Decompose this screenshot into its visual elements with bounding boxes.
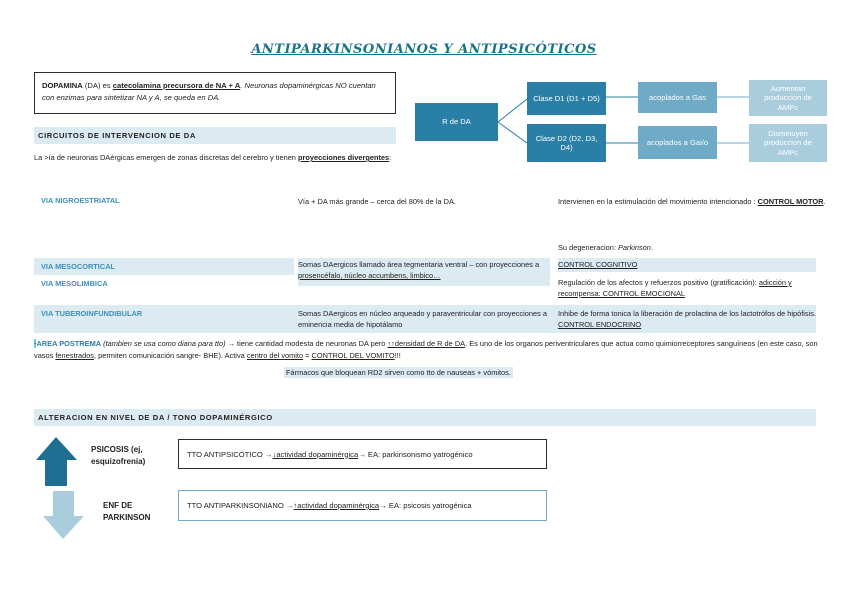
arrow-down-icon xyxy=(43,491,84,539)
circuits-lead-end: : xyxy=(389,153,392,162)
circuits-lead-underlined: proyecciones divergentes xyxy=(297,153,390,162)
circuits-lead-text: La >ía de neuronas DAérgicas emergen de zonas discretas del cerebro y tienen xyxy=(34,153,298,162)
nigro-effect-underlined: CONTROL MOTOR xyxy=(757,197,824,206)
row-label-tuberoinfundibular: VIA TUBEROINFUNDIBULAR xyxy=(41,309,143,318)
alteracion-header: ALTERACION EN NIVEL DE DA / TONO DOPAMINÉRGICO xyxy=(34,409,816,426)
dopamine-term: DOPAMINA xyxy=(42,81,83,90)
area-postrema-text-5: !!! xyxy=(394,351,401,360)
tto2-text: TTO ANTIPARKINSONIANO → xyxy=(187,501,294,510)
arrow-up-icon xyxy=(36,437,77,486)
antiemetic-note: Fármacos que bloquean RD2 sirven como tto de nauseas + vómitos. xyxy=(286,368,511,377)
degen-italic: Parkinson xyxy=(618,243,651,252)
intro-text: (DA) es xyxy=(82,81,113,90)
mesolimbica-effect xyxy=(558,277,830,299)
tto1-underlined: ↓actividad dopaminérgica xyxy=(272,449,359,459)
node-clase-d1: Clase D1 (D1 + D5) xyxy=(527,82,606,115)
area-postrema-control: CONTROL DEL VOMITO xyxy=(311,351,395,360)
area-postrema-paragraph xyxy=(34,338,818,362)
tto1-text: TTO ANTIPSICÓTICO → xyxy=(187,449,273,459)
area-postrema-text-4: = xyxy=(303,351,312,360)
nigroestriatal-degeneration xyxy=(558,242,653,253)
mesolimbic-effect-text: Regulación de los afectos y refuerzos positivo (gratificación): xyxy=(558,278,759,287)
node-gas: acoplados a Gas xyxy=(638,82,717,113)
node-r-de-da: R de DA xyxy=(415,103,498,141)
meso-desc-underlined: prosencéfalo, núcleo accumbens, limbico… xyxy=(298,271,441,280)
tto2-underlined: ↑actividad dopaminérgica xyxy=(293,501,380,510)
meso-description xyxy=(298,258,550,286)
area-postrema-text-2: . Es uno de los organos periventriculares que actua como quimiorreceptores sanguíneos (en este caso, son vasos xyxy=(34,339,818,360)
area-postrema-mark: - xyxy=(34,339,37,348)
tto2-effect: → EA: psicosis yatrogénica xyxy=(379,501,472,510)
circuits-header: CIRCUITOS DE INTERVENCION DE DA xyxy=(34,127,396,144)
tto-antiparkinsoniano-box xyxy=(178,490,547,521)
degen-end: . xyxy=(650,243,653,252)
meso-desc-text: Somas DAergicos llamado área tegmentaria ventral – con proyecciones a xyxy=(298,260,540,269)
area-postrema-italic: (tambien se usa como diana para tto) xyxy=(101,339,226,348)
row-label-mesolimbica: VIA MESOLIMBICA xyxy=(41,279,108,288)
nigroestriatal-effect xyxy=(558,196,830,207)
page-title: ANTIPARKINSONIANOS Y ANTIPSICÓTICOS xyxy=(251,42,597,57)
node-gai: acoplados a Gai/o xyxy=(638,126,717,159)
intro-underlined: catecolamina precursora de NA + A xyxy=(112,81,241,90)
area-postrema-text-3: , permiten comunicación sangre- BHE). Activa xyxy=(94,351,247,360)
tto1-effect: → EA: parkinsonismo yatrogénico xyxy=(358,449,473,459)
row-label-nigroestriatal: VIA NIGROESTRIATAL xyxy=(41,196,120,205)
tuberoinfundibular-description: Somas DAergicos en núcleo arqueado y paraventricular con proyecciones a eminencia media de hipotálamo xyxy=(298,309,547,329)
intro-italic: . Neuronas dopaminérgicas NO cuentan con enzimas para sintetizar NA y A, se queda en DA. xyxy=(42,81,376,102)
nigro-effect-end: . xyxy=(823,197,826,206)
degen-text: Su degeneracion: xyxy=(558,243,618,252)
circuits-lead xyxy=(34,151,424,164)
tuberoinfundibular-effect xyxy=(558,308,818,330)
node-disminuyen: Disminuyen produccion de AMPc xyxy=(749,124,827,162)
nigroestriatal-description: Vía + DA más grande – cerca del 80% de la DA. xyxy=(298,197,456,206)
area-postrema-text-1: → tiene cantidad modesta de neuronas DA pero xyxy=(225,339,388,348)
area-postrema-fenestrados: fenestrados xyxy=(55,351,94,360)
area-postrema-centro: centro del vomito xyxy=(246,351,304,360)
mesolimbic-effect-underlined: adicción y recompensa: CONTROL EMOCIONAL xyxy=(558,278,792,298)
parkinson-label: ENF DE PARKINSON xyxy=(103,501,151,522)
node-clase-d2: Clase D2 (D2, D3, D4) xyxy=(527,124,606,162)
row-label-mesocortical: VIA MESOCORTICAL xyxy=(41,262,116,271)
mesocortical-effect: CONTROL COGNITIVO xyxy=(558,258,816,272)
psicosis-label: PSICOSIS (ej, esquizofrenia) xyxy=(91,445,146,466)
area-postrema-density: ↑↑densidad de R de DA xyxy=(387,339,466,348)
tto-antipsicotico-box xyxy=(178,439,547,469)
tubero-effect-text: Inhibe de forma tonica la liberación de prolactina de los lactotrófos de hipófisis. xyxy=(558,309,817,318)
area-postrema-label: AREA POSTREMA xyxy=(36,339,102,348)
tubero-effect-underlined: CONTROL ENDOCRINO xyxy=(558,320,642,329)
node-aumentan: Aumentan produccion de AMPc xyxy=(749,80,827,116)
nigro-effect-text: Intervienen en la estimulación del movimiento intencionado : xyxy=(558,197,758,206)
